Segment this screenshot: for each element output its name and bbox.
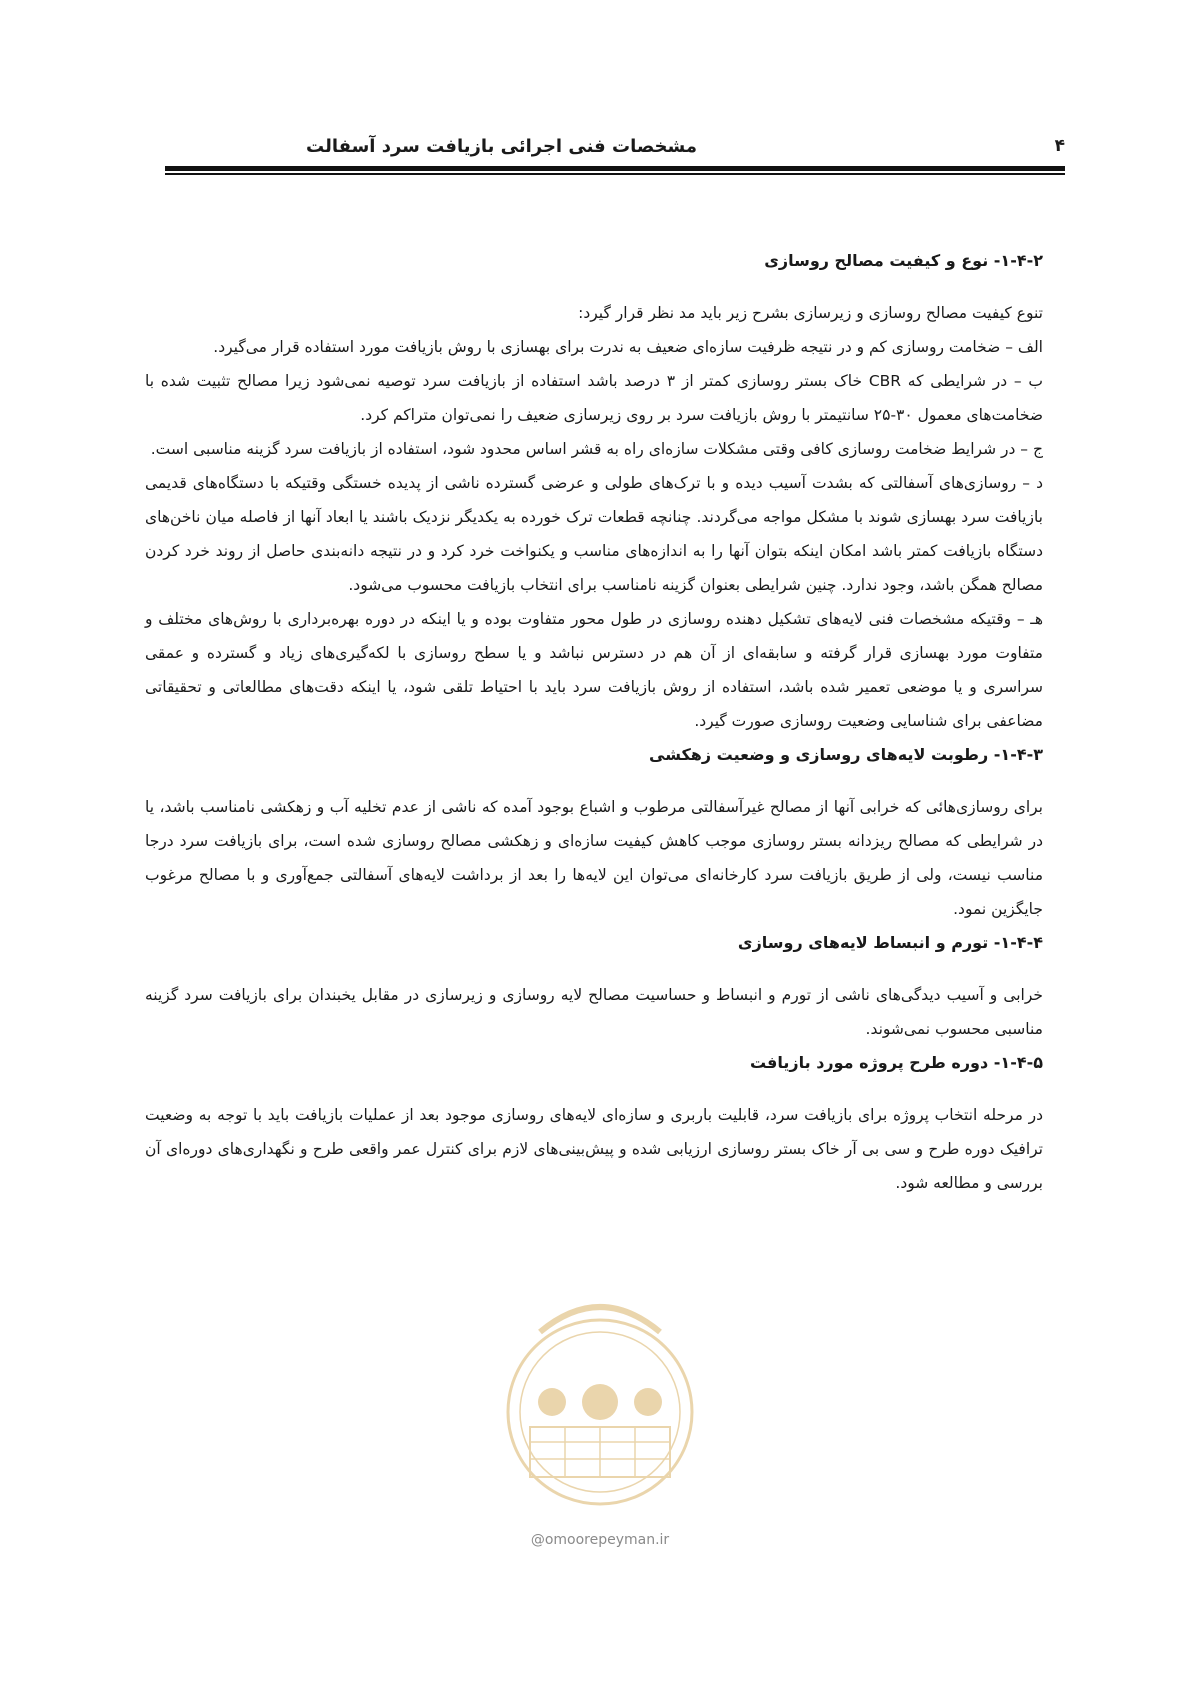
paragraph: خرابی و آسیب دیدگی‌های ناشی از تورم و انبساط و حساسیت مصالح لایه روسازی و زیرسازی در مقابل یخبندان برای بازیافت سرد گزینه مناسبی محسوب نمی‌شوند. xyxy=(145,986,1043,1038)
header-rule-thin xyxy=(165,173,1065,175)
watermark-logo xyxy=(490,1262,710,1532)
paragraph: برای روسازی‌هائی که خرابی آنها از مصالح غیرآسفالتی مرطوب و اشباع بوجود آمده که ناشی از عدم تخلیه آب و زهکشی نامناسب باشد، یا در شرایطی که مصالح ریزدانه بستر روسازی موجب کاهش کیفیت سازه‌ای و زهکشی مصالح روسازی شده است، برای بازیافت سرد درجا مناسب نیست، ولی از طریق بازیافت سرد کارخانه‌ای می‌توان این لایه‌ها را بعد از برداشت لایه‌های آسفالتی جمع‌آوری و با مصالح مرغوب جایگزین نمود. xyxy=(145,798,1043,918)
section-heading: ۱-۴-۵- دوره طرح پروژه مورد بازیافت xyxy=(749,1053,1043,1072)
paragraph: تنوع کیفیت مصالح روسازی و زیرسازی بشرح زیر باید مد نظر قرار گیرد: xyxy=(578,304,1043,322)
header-rule-thick xyxy=(165,166,1065,171)
section-heading: ۱-۴-۴- تورم و انبساط لایه‌های روسازی xyxy=(737,933,1043,952)
paragraph: ب – در شرایطی که CBR خاک بستر روسازی کمتر از ۳ درصد باشد استفاده از بازیافت سرد توصیه نمی‌شود زیرا مصالح تثبیت شده با ضخامت‌های معمول ۳۰-۲۵ سانتیمتر با روش بازیافت سرد بر روی زیرسازی ضعیف را نمی‌توان متراکم کرد. xyxy=(145,372,1043,424)
paragraph: د – روسازی‌های آسفالتی که بشدت آسیب دیده و با ترک‌های طولی و عرضی گسترده ناشی از پدیده خستگی وقتیکه با دستگاه‌های قدیمی بازیافت سرد بهسازی شوند با مشکل مواجه می‌گردند. چنانچه قطعات ترک خورده به یکدیگر نزدیک باشند یا ابعاد آنها از فاصله میان ناخن‌های دستگاه بازیافت کمتر باشد امکان اینکه بتوان آنها را به اندازه‌های مناسب و یکنواخت خرد کرد و در نتیجه دانه‌بندی حاصل از روند خرد کردن مصالح همگن باشد، وجود ندارد. چنین شرایطی بعنوان گزینه نامناسب برای انتخاب بازیافت محسوب می‌شود. xyxy=(145,474,1043,594)
header-title: مشخصات فنی اجرائی بازیافت سرد آسفالت xyxy=(306,136,697,157)
watermark-url: @omoorepeyman.ir xyxy=(530,1532,670,1548)
document-body xyxy=(145,244,1043,1200)
paragraph: هـ – وقتیکه مشخصات فنی لایه‌های تشکیل دهنده روسازی در طول محور متفاوت بوده و یا اینکه در دوره بهره‌برداری با روش‌های مختلف و متفاوت مورد بهسازی قرار گرفته و سابقه‌ای از آن هم در دسترس نباشد و یا سطح روسازی با لکه‌گیری‌های زیاد و گسترده و عمقی سراسری و یا موضعی تعمیر شده باشد، استفاده از روش بازیافت سرد باید با احتیاط تلقی شود، یا اینکه دقت‌های مطالعاتی و تحقیقاتی مضاعفی برای شناسایی وضعیت روسازی صورت گیرد. xyxy=(145,610,1043,730)
page-header xyxy=(165,128,1065,170)
paragraph: در مرحله انتخاب پروژه برای بازیافت سرد، قابلیت باربری و سازه‌ای لایه‌های روسازی موجود بعد از عملیات بازیافت باید با توجه به وضعیت ترافیک دوره طرح و سی بی آر خاک بستر روسازی ارزیابی شده و پیش‌بینی‌های لازم برای کنترل عمر واقعی طرح و نگهداری‌های دوره‌ای آن بررسی و مطالعه شود. xyxy=(145,1106,1043,1192)
section-heading: ۱-۴-۲- نوع و کیفیت مصالح روسازی xyxy=(764,251,1043,270)
section-heading: ۱-۴-۳- رطوبت لایه‌های روسازی و وضعیت زهکشی xyxy=(649,745,1043,764)
paragraph: ج – در شرایط ضخامت روسازی کافی وقتی مشکلات سازه‌ای راه به قشر اساس محدود شود، استفاده از بازیافت سرد گزینه مناسبی است. xyxy=(150,440,1043,458)
page-number: ۴ xyxy=(1054,136,1065,156)
paragraph: الف – ضخامت روسازی کم و در نتیجه ظرفیت سازه‌ای ضعیف به ندرت برای بهسازی با روش بازیافت مورد استفاده قرار می‌گیرد. xyxy=(213,338,1043,356)
